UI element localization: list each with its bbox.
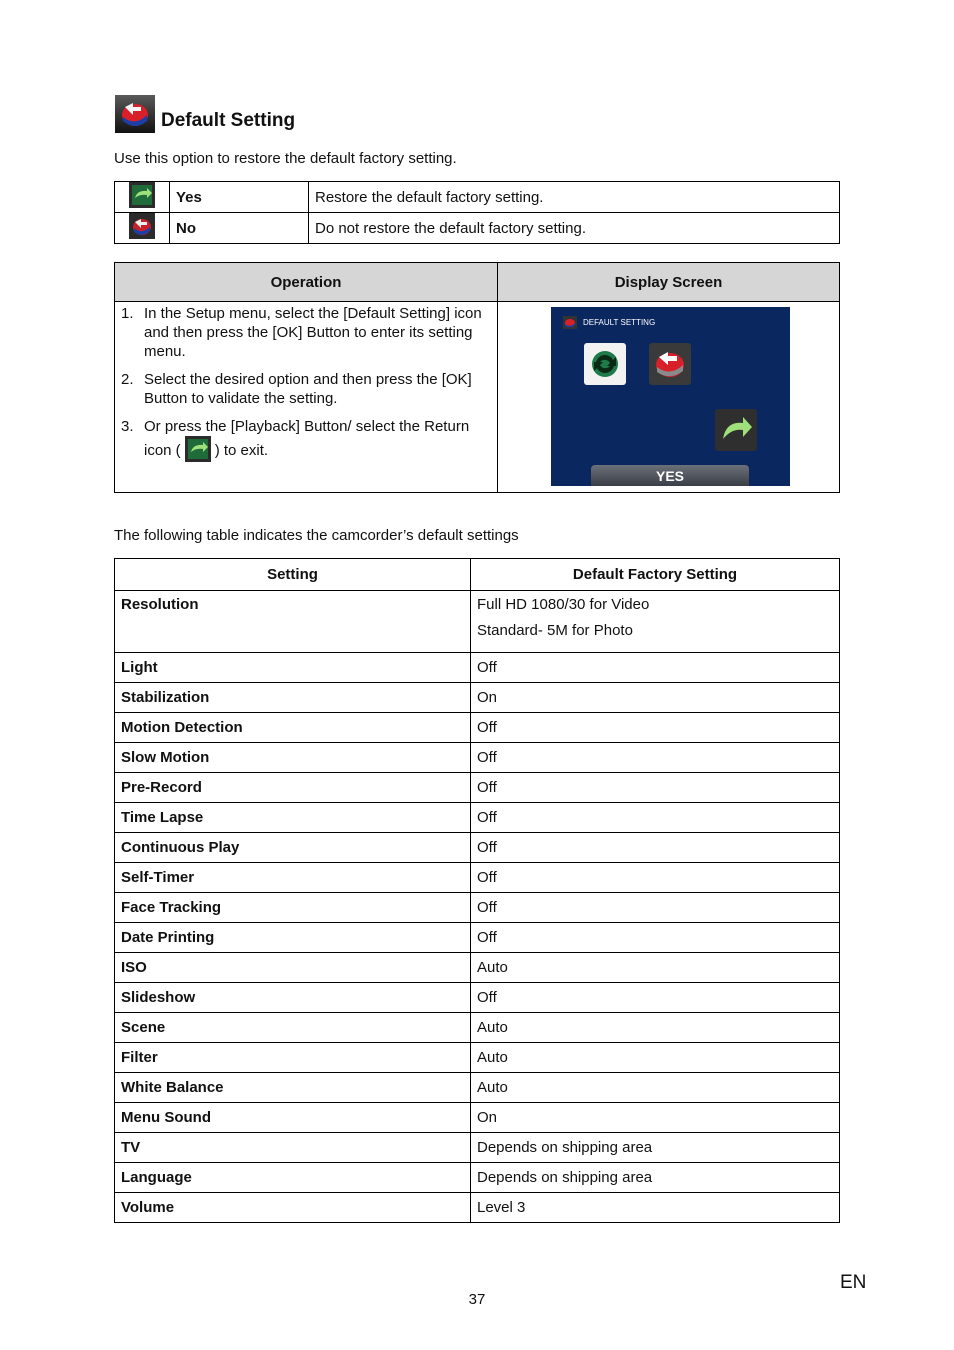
step-item bbox=[121, 417, 489, 466]
table-row bbox=[115, 953, 840, 983]
display-screen-header: Display Screen bbox=[498, 263, 840, 302]
step-text: Select the desired option and then press the [OK] Button to validate the setting. bbox=[144, 371, 472, 407]
setting-value-cell bbox=[471, 1163, 840, 1193]
default-settings-body bbox=[115, 591, 840, 1223]
setting-value: Standard- 5M for Photo bbox=[477, 622, 633, 639]
step-text-before: Or press the [Playback] Button/ select the Return icon ( bbox=[144, 418, 470, 459]
setting-value-cell bbox=[471, 653, 840, 683]
setting-value: Full HD 1080/30 for Video bbox=[477, 596, 650, 613]
setting-value-cell bbox=[471, 683, 840, 713]
setting-value-cell bbox=[471, 1133, 840, 1163]
page-title: Default Setting bbox=[161, 110, 296, 131]
setting-value-cell bbox=[471, 713, 840, 743]
intro-text: Use this option to restore the default factory setting. bbox=[114, 150, 457, 167]
setting-name: Motion Detection bbox=[115, 713, 471, 743]
operation-steps bbox=[121, 304, 489, 466]
setting-name: Filter bbox=[115, 1043, 471, 1073]
default-value-header: Default Factory Setting bbox=[471, 559, 840, 591]
setting-value: Depends on shipping area bbox=[477, 1139, 653, 1156]
table-row bbox=[115, 1133, 840, 1163]
setting-value-cell bbox=[471, 983, 840, 1013]
setting-value-cell bbox=[471, 591, 840, 653]
step-text-after: ) to exit. bbox=[214, 441, 269, 459]
setting-name: Volume bbox=[115, 1193, 471, 1223]
table-row bbox=[115, 713, 840, 743]
setting-value: Off bbox=[477, 989, 497, 1006]
operation-steps-cell bbox=[115, 302, 498, 493]
table-row bbox=[115, 1013, 840, 1043]
setting-value: Depends on shipping area bbox=[477, 1169, 653, 1186]
setting-name: Stabilization bbox=[115, 683, 471, 713]
no-setting-icon[interactable] bbox=[649, 343, 691, 385]
setting-value-cell bbox=[471, 893, 840, 923]
setting-value: Off bbox=[477, 809, 497, 826]
default-setting-icon bbox=[115, 95, 155, 133]
setting-value: On bbox=[477, 689, 498, 706]
return-icon[interactable] bbox=[715, 409, 757, 451]
table-row bbox=[115, 1073, 840, 1103]
setting-value: Off bbox=[477, 839, 497, 856]
setting-name: Self-Timer bbox=[115, 863, 471, 893]
setting-name: TV bbox=[115, 1133, 471, 1163]
option-row-no bbox=[115, 213, 840, 244]
table-row bbox=[115, 983, 840, 1013]
defaults-caption: The following table indicates the camcorder’s default settings bbox=[114, 527, 519, 544]
setting-value: Auto bbox=[477, 1049, 508, 1066]
setting-name: Time Lapse bbox=[115, 803, 471, 833]
default-setting-icon bbox=[563, 316, 577, 329]
setting-name: Menu Sound bbox=[115, 1103, 471, 1133]
table-row bbox=[115, 803, 840, 833]
setting-value: Off bbox=[477, 869, 497, 886]
setting-value-cell bbox=[471, 773, 840, 803]
selected-option-bar[interactable]: YES bbox=[591, 465, 749, 486]
setting-value-cell bbox=[471, 923, 840, 953]
setting-value: Level 3 bbox=[477, 1199, 526, 1216]
setting-value: Off bbox=[477, 719, 497, 736]
setting-name: Pre-Record bbox=[115, 773, 471, 803]
setting-name: Resolution bbox=[115, 591, 471, 653]
setting-header: Setting bbox=[115, 559, 471, 591]
step-number: 2. bbox=[121, 371, 134, 388]
setting-value-cell bbox=[471, 863, 840, 893]
table-row bbox=[115, 1193, 840, 1223]
setting-name: Language bbox=[115, 1163, 471, 1193]
setting-value: On bbox=[477, 1109, 498, 1126]
setting-value-cell bbox=[471, 833, 840, 863]
no-setting-icon bbox=[115, 213, 170, 244]
table-row bbox=[115, 591, 840, 653]
setting-name: Slow Motion bbox=[115, 743, 471, 773]
table-row bbox=[115, 773, 840, 803]
language-label: EN bbox=[840, 1272, 867, 1293]
table-row bbox=[115, 683, 840, 713]
setting-value-cell bbox=[471, 1073, 840, 1103]
option-row-yes bbox=[115, 182, 840, 213]
restore-icon[interactable] bbox=[584, 343, 626, 385]
operation-table bbox=[114, 262, 840, 493]
table-row bbox=[115, 1043, 840, 1073]
setting-value-cell bbox=[471, 953, 840, 983]
setting-name: Continuous Play bbox=[115, 833, 471, 863]
setting-value: Auto bbox=[477, 1079, 508, 1096]
setting-value: Off bbox=[477, 659, 497, 676]
table-row bbox=[115, 1163, 840, 1193]
table-row bbox=[115, 1103, 840, 1133]
setting-value: Auto bbox=[477, 959, 508, 976]
setting-value-cell bbox=[471, 803, 840, 833]
step-number: 3. bbox=[121, 418, 134, 435]
display-screen-cell bbox=[498, 302, 840, 493]
setting-name: Date Printing bbox=[115, 923, 471, 953]
options-table bbox=[114, 181, 840, 244]
setting-name: ISO bbox=[115, 953, 471, 983]
step-text bbox=[144, 417, 489, 466]
table-row bbox=[115, 833, 840, 863]
setting-name: Scene bbox=[115, 1013, 471, 1043]
setting-value: Off bbox=[477, 779, 497, 796]
table-row bbox=[115, 893, 840, 923]
setting-value-cell bbox=[471, 1193, 840, 1223]
table-row bbox=[115, 653, 840, 683]
setting-value: Off bbox=[477, 749, 497, 766]
option-description: Restore the default factory setting. bbox=[309, 182, 840, 213]
default-settings-table bbox=[114, 558, 840, 1223]
step-item bbox=[121, 370, 489, 408]
setting-value-cell bbox=[471, 1043, 840, 1073]
setting-name: Face Tracking bbox=[115, 893, 471, 923]
step-text: In the Setup menu, select the [Default Setting] icon and then press the [OK] Button to enter its setting menu. bbox=[144, 305, 482, 360]
yes-return-icon bbox=[115, 182, 170, 213]
setting-name: Slideshow bbox=[115, 983, 471, 1013]
table-row bbox=[115, 743, 840, 773]
setting-value: Off bbox=[477, 929, 497, 946]
camera-display-screen bbox=[551, 307, 790, 486]
step-number: 1. bbox=[121, 305, 134, 322]
setting-value: Off bbox=[477, 899, 497, 916]
step-item bbox=[121, 304, 489, 361]
return-icon bbox=[185, 436, 211, 462]
page-number: 37 bbox=[468, 1291, 486, 1308]
setting-name: White Balance bbox=[115, 1073, 471, 1103]
screen-title: DEFAULT SETTING bbox=[583, 318, 656, 327]
option-label: Yes bbox=[170, 182, 309, 213]
setting-value-cell bbox=[471, 1013, 840, 1043]
option-label: No bbox=[170, 213, 309, 244]
table-row bbox=[115, 863, 840, 893]
operation-header: Operation bbox=[115, 263, 498, 302]
table-row bbox=[115, 923, 840, 953]
option-description: Do not restore the default factory setting. bbox=[309, 213, 840, 244]
setting-value-cell bbox=[471, 1103, 840, 1133]
setting-value: Auto bbox=[477, 1019, 508, 1036]
setting-name: Light bbox=[115, 653, 471, 683]
setting-value-cell bbox=[471, 743, 840, 773]
